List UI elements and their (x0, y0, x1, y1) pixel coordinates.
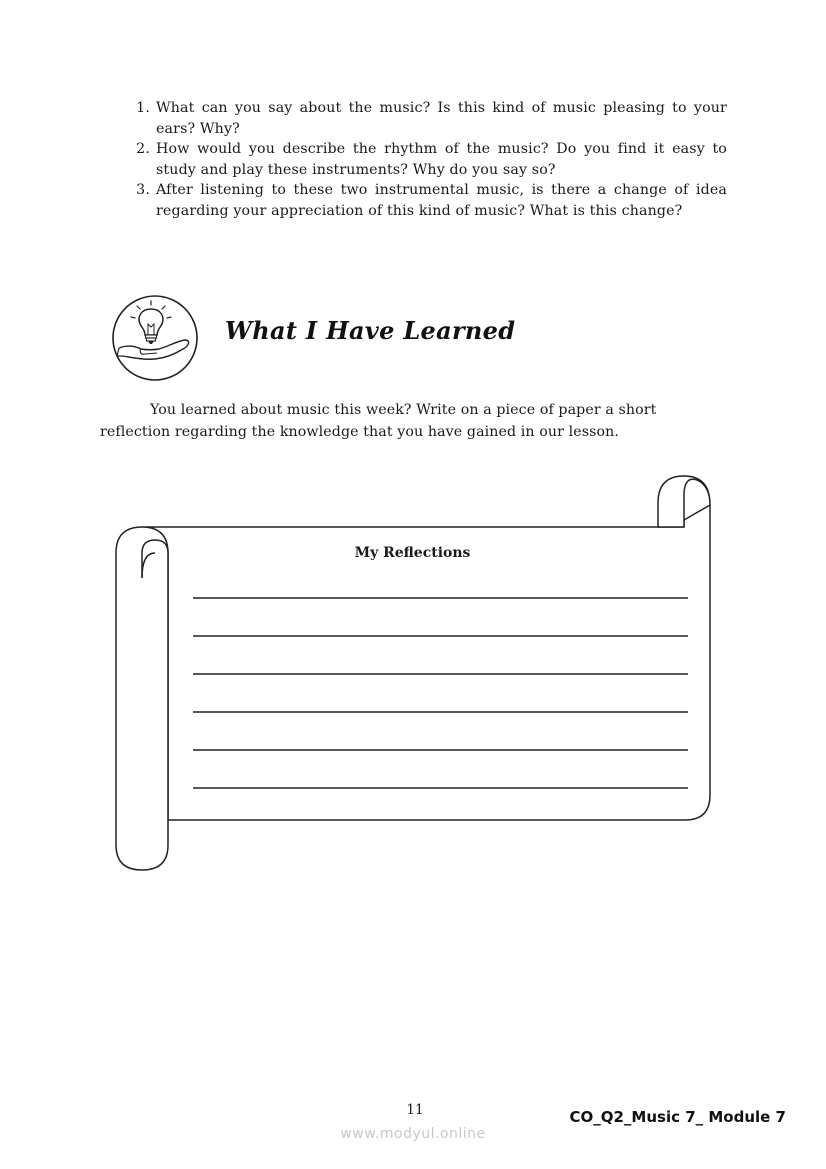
scroll-title: My Reflections (354, 545, 471, 561)
question-text: What can you say about the music? Is this kind of music pleasing to your ears? Why? (156, 100, 727, 137)
question-number: 2. (136, 141, 150, 157)
question-number: 1. (136, 100, 150, 116)
question-text: After listening to these two instrumental music, is there a change of idea regarding your appreciation of this kind of music? What is this change? (156, 182, 727, 219)
question-number: 3. (136, 182, 150, 198)
scroll-left-roll (116, 527, 168, 870)
section-title: What I Have Learned (225, 316, 516, 345)
question-text: How would you describe the rhythm of the music? Do you find it easy to study and play these instruments? Why do you say so? (156, 141, 727, 178)
module-code: CO_Q2_Music 7_ Module 7 (569, 1108, 786, 1126)
section-intro: You learned about music this week? Write on a piece of paper a short reflection regarding the knowledge that you have gained in our lesson. (100, 402, 657, 440)
watermark: www.modyul.online (340, 1126, 486, 1142)
page-number: 11 (406, 1102, 424, 1118)
